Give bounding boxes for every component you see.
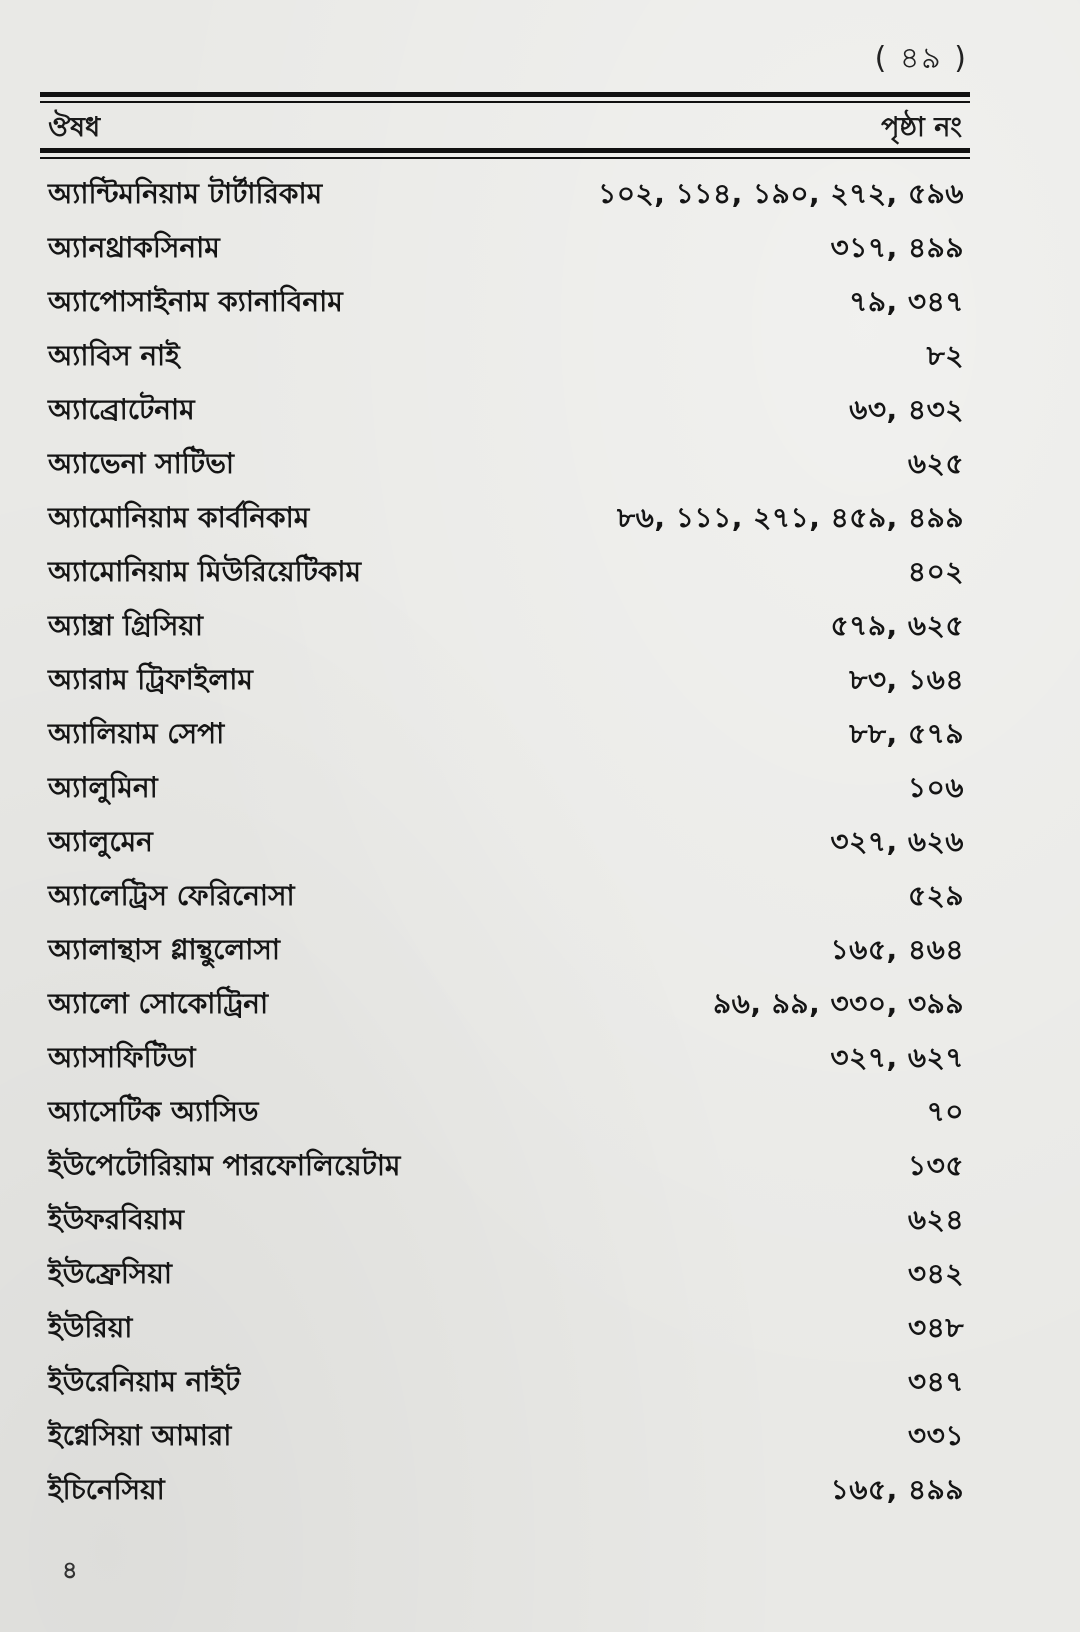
entry-name: অ্যাবিস নাই — [48, 338, 180, 372]
entry-pages: ৩৩১ — [907, 1418, 964, 1452]
index-entry — [48, 708, 964, 762]
index-entry — [48, 816, 964, 870]
index-entry — [48, 1302, 964, 1356]
index-entry — [48, 924, 964, 978]
index-entry — [48, 1086, 964, 1140]
index-entry — [48, 330, 964, 384]
entry-name: অ্যাব্রোটেনাম — [48, 392, 195, 426]
entry-pages: ৪০২ — [907, 554, 964, 588]
index-entry — [48, 1356, 964, 1410]
entry-pages: ৩৪৮ — [907, 1310, 964, 1344]
entry-pages: ৬২৪ — [907, 1202, 964, 1236]
entry-pages: ৮৩, ১৬৪ — [849, 662, 964, 696]
entry-pages: ৬৩, ৪৩২ — [849, 392, 964, 426]
footer-number: ৪ — [62, 1556, 78, 1584]
index-entry — [48, 168, 964, 222]
entry-name: ইচিনেসিয়া — [48, 1472, 165, 1506]
entry-pages: ১৬৫, ৪৯৯ — [830, 1472, 964, 1506]
entry-pages: ৮৮, ৫৭৯ — [849, 716, 964, 750]
entry-name: অ্যাভেনা সাটিভা — [48, 446, 235, 480]
entry-pages: ৩৪৭ — [907, 1364, 964, 1398]
entry-name: অ্যামোনিয়াম মিউরিয়েটিকাম — [48, 554, 362, 588]
table-header — [48, 112, 962, 152]
entry-pages: ৬২৫ — [907, 446, 964, 480]
index-entry — [48, 654, 964, 708]
entry-name: ইগ্নেসিয়া আমারা — [48, 1418, 232, 1452]
index-entry — [48, 438, 964, 492]
index-entry — [48, 222, 964, 276]
entry-pages: ১৩৫ — [907, 1148, 964, 1182]
entry-name: ইউরিয়া — [48, 1310, 133, 1344]
index-entry — [48, 1410, 964, 1464]
header-medicine: ঔষধ — [48, 112, 101, 143]
entry-name: অ্যালান্থাস গ্লান্থুলোসা — [48, 932, 281, 966]
header-rule-thick — [40, 148, 970, 153]
entry-name: ইউফরবিয়াম — [48, 1202, 184, 1236]
entry-name: অ্যাম্ব্রা গ্রিসিয়া — [48, 608, 203, 642]
header-rule-thin — [40, 157, 970, 159]
entry-pages: ৭০ — [926, 1094, 964, 1128]
entry-name: অ্যানথ্রাকসিনাম — [48, 230, 220, 264]
header-page-no: পৃষ্ঠা নং — [881, 112, 962, 143]
entry-pages: ৩২৭, ৬২৬ — [830, 824, 964, 858]
entry-name: অ্যালিয়াম সেপা — [48, 716, 225, 750]
entry-pages: ৮৬, ১১১, ২৭১, ৪৫৯, ৪৯৯ — [616, 500, 964, 534]
index-entry — [48, 762, 964, 816]
index-entry — [48, 276, 964, 330]
index-entry — [48, 1248, 964, 1302]
index-entry — [48, 870, 964, 924]
entry-pages: ১০৬ — [907, 770, 964, 804]
entry-name: অ্যালুমিনা — [48, 770, 158, 804]
entry-pages: ৩১৭, ৪৯৯ — [830, 230, 964, 264]
entry-name: অ্যামোনিয়াম কার্বনিকাম — [48, 500, 310, 534]
entry-name: অ্যারাম ট্রিফাইলাম — [48, 662, 253, 696]
index-entry — [48, 1140, 964, 1194]
index-entry — [48, 978, 964, 1032]
index-entry — [48, 492, 964, 546]
entry-name: অ্যালো সোকোট্রিনা — [48, 986, 269, 1020]
index-entry — [48, 1464, 964, 1518]
entry-pages: ৮২ — [926, 338, 964, 372]
top-rule-thick — [40, 92, 970, 97]
entry-pages: ১০২, ১১৪, ১৯০, ২৭২, ৫৯৬ — [598, 176, 964, 210]
index-entry — [48, 600, 964, 654]
index-entries — [48, 168, 964, 1518]
entry-name: অ্যাসাফিটিডা — [48, 1040, 196, 1074]
entry-name: ইউরেনিয়াম নাইট — [48, 1364, 241, 1398]
entry-name: অ্যালুমেন — [48, 824, 153, 858]
entry-name: ইউফ্রেসিয়া — [48, 1256, 173, 1290]
page-number: ( ৪৯ ) — [874, 41, 968, 76]
index-entry — [48, 1194, 964, 1248]
entry-pages: ১৬৫, ৪৬৪ — [830, 932, 964, 966]
index-entry — [48, 384, 964, 438]
entry-name: অ্যান্টিমনিয়াম টার্টারিকাম — [48, 176, 323, 210]
entry-name: ইউপেটোরিয়াম পারফোলিয়েটাম — [48, 1148, 401, 1182]
entry-pages: ৩২৭, ৬২৭ — [830, 1040, 964, 1074]
entry-name: অ্যাপোসাইনাম ক্যানাবিনাম — [48, 284, 343, 318]
entry-pages: ৫৭৯, ৬২৫ — [830, 608, 964, 642]
entry-pages: ৯৬, ৯৯, ৩৩০, ৩৯৯ — [712, 986, 964, 1020]
entry-pages: ৭৯, ৩৪৭ — [849, 284, 964, 318]
entry-name: অ্যালেট্রিস ফেরিনোসা — [48, 878, 295, 912]
entry-pages: ৩৪২ — [907, 1256, 964, 1290]
index-entry — [48, 546, 964, 600]
entry-pages: ৫২৯ — [907, 878, 964, 912]
entry-name: অ্যাসেটিক অ্যাসিড — [48, 1094, 259, 1128]
index-entry — [48, 1032, 964, 1086]
top-rule-thin — [40, 101, 970, 103]
